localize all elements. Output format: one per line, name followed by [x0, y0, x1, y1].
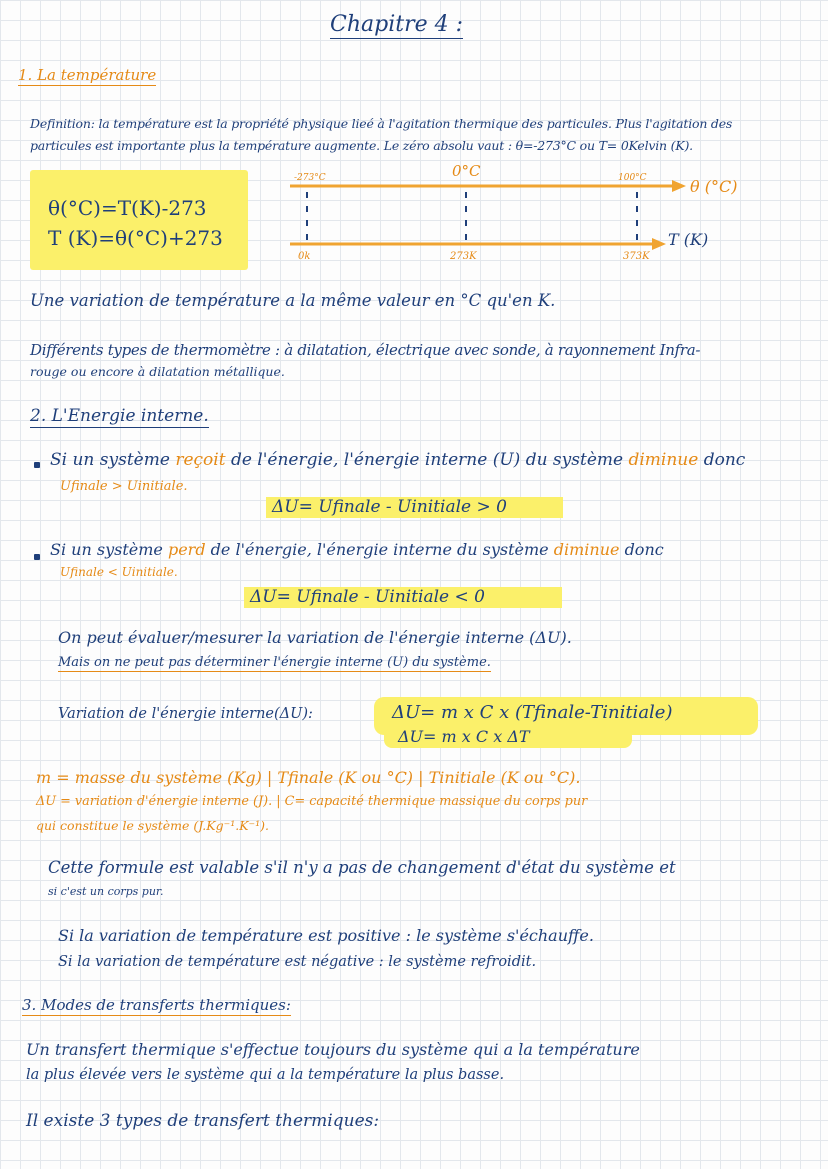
section-3-line-2: la plus élevée vers le système qui a la température la plus basse. — [26, 1067, 505, 1083]
kelvin-axis-arrow — [652, 238, 666, 250]
bullet-1-receive: reçoit — [175, 450, 226, 470]
sign-line-1: Si la variation de température est positive : le système s'échauffe. — [58, 926, 594, 945]
definition-line-1: Definition: la température est la propriété physique lieé à l'agitation thermique des particules. Plus l'agitation des — [30, 116, 733, 131]
bullet-1-part-a: Si un système — [50, 450, 170, 470]
definition-line-2: particules est importante plus la température augmente. Le zéro absolu vaut : θ=-273°C ou T= 0Kelvin (K). — [30, 138, 693, 153]
thermometer-line-1: Différents types de thermomètre : à dilatation, électrique avec sonde, à rayonnement Infra- — [30, 341, 701, 359]
section-3-line-1: Un transfert thermique s'effectue toujours du système qui a la température — [26, 1040, 640, 1059]
legend-line-2: ΔU = variation d'énergie interne (J). | C= capacité thermique massique du corps pur — [36, 794, 588, 809]
section-1-heading: 1. La température — [18, 66, 157, 84]
page-title: Chapitre 4 : — [330, 12, 464, 37]
celsius-axis-arrow — [672, 180, 686, 192]
thermometer-line-2: rouge ou encore à dilatation métallique. — [30, 364, 285, 379]
scale-axis-celsius: θ (°C) — [690, 177, 738, 196]
section-3-line-3: Il existe 3 types de transfert thermiques: — [26, 1111, 380, 1131]
equation-loss: ΔU= Ufinale - Uinitiale < 0 — [244, 587, 562, 608]
evaluate-line-2: Mais on ne peut pas déterminer l'énergie interne (U) du système. — [58, 655, 491, 670]
evaluate-line-1: On peut évaluer/mesurer la variation de l'énergie interne (ΔU). — [58, 628, 572, 647]
bullet-1-line — [50, 452, 745, 469]
validity-line-2: si c'est un corps pur. — [48, 885, 164, 898]
sign-line-2: Si la variation de température est négative : le système refroidit. — [58, 954, 537, 970]
bullet-2-part-a: Si un système — [50, 540, 163, 559]
legend-line-3: qui constitue le système (J.Kg⁻¹.K⁻¹). — [36, 818, 269, 833]
formula-celsius: θ(°C)=T(K)-273 — [48, 196, 207, 220]
equation-gain: ΔU= Ufinale - Uinitiale > 0 — [266, 497, 563, 518]
equation-delta-u: ΔU= m x C x (Tfinale-Tinitiale) — [392, 702, 673, 723]
section-2-heading: 2. L'Energie interne. — [30, 406, 209, 426]
bullet-icon — [34, 554, 40, 560]
section-3-heading: 3. Modes de transferts thermiques: — [22, 996, 291, 1014]
bullet-1-decrease: diminue — [628, 450, 699, 470]
scale-bottom-label-2: 273K — [450, 251, 477, 262]
formula-kelvin: T (K)=θ(°C)+273 — [48, 226, 223, 250]
bullet-2-part-c: de l'énergie, l'énergie interne du système — [210, 540, 549, 559]
legend-line-1: m = masse du système (Kg) | Tfinale (K ou °C) | Tinitiale (K ou °C). — [36, 768, 581, 787]
bullet-1-part-e: donc — [703, 450, 746, 470]
validity-line-1: Cette formule est valable s'il n'y a pas de changement d'état du système et — [48, 858, 676, 877]
bullet-2-lose: perd — [167, 540, 206, 559]
scale-top-label-3: 100°C — [618, 173, 647, 183]
equation-delta-t: ΔU= m x C x ΔT — [398, 727, 530, 746]
bullet-icon — [34, 462, 40, 468]
bullet-2-decrease: diminue — [553, 540, 620, 559]
scale-top-label-1: -273°C — [294, 173, 326, 183]
variation-label: Variation de l'énergie interne(ΔU): — [58, 706, 313, 722]
scale-bottom-label-1: 0k — [298, 251, 311, 262]
bullet-2-part-e: donc — [624, 540, 664, 559]
bullet-1-part-c: de l'énergie, l'énergie interne (U) du système — [230, 450, 624, 470]
scale-top-label-2: 0°C — [452, 162, 481, 180]
scale-axis-kelvin: T (K) — [668, 230, 709, 249]
variation-note: Une variation de température a la même valeur en °C qu'en K. — [30, 291, 556, 310]
bullet-1-sub: Ufinale > Uinitiale. — [60, 479, 188, 494]
bullet-2-line — [50, 542, 664, 558]
bullet-2-sub: Ufinale < Uinitiale. — [60, 565, 178, 579]
scale-bottom-label-3: 373K — [623, 251, 650, 262]
